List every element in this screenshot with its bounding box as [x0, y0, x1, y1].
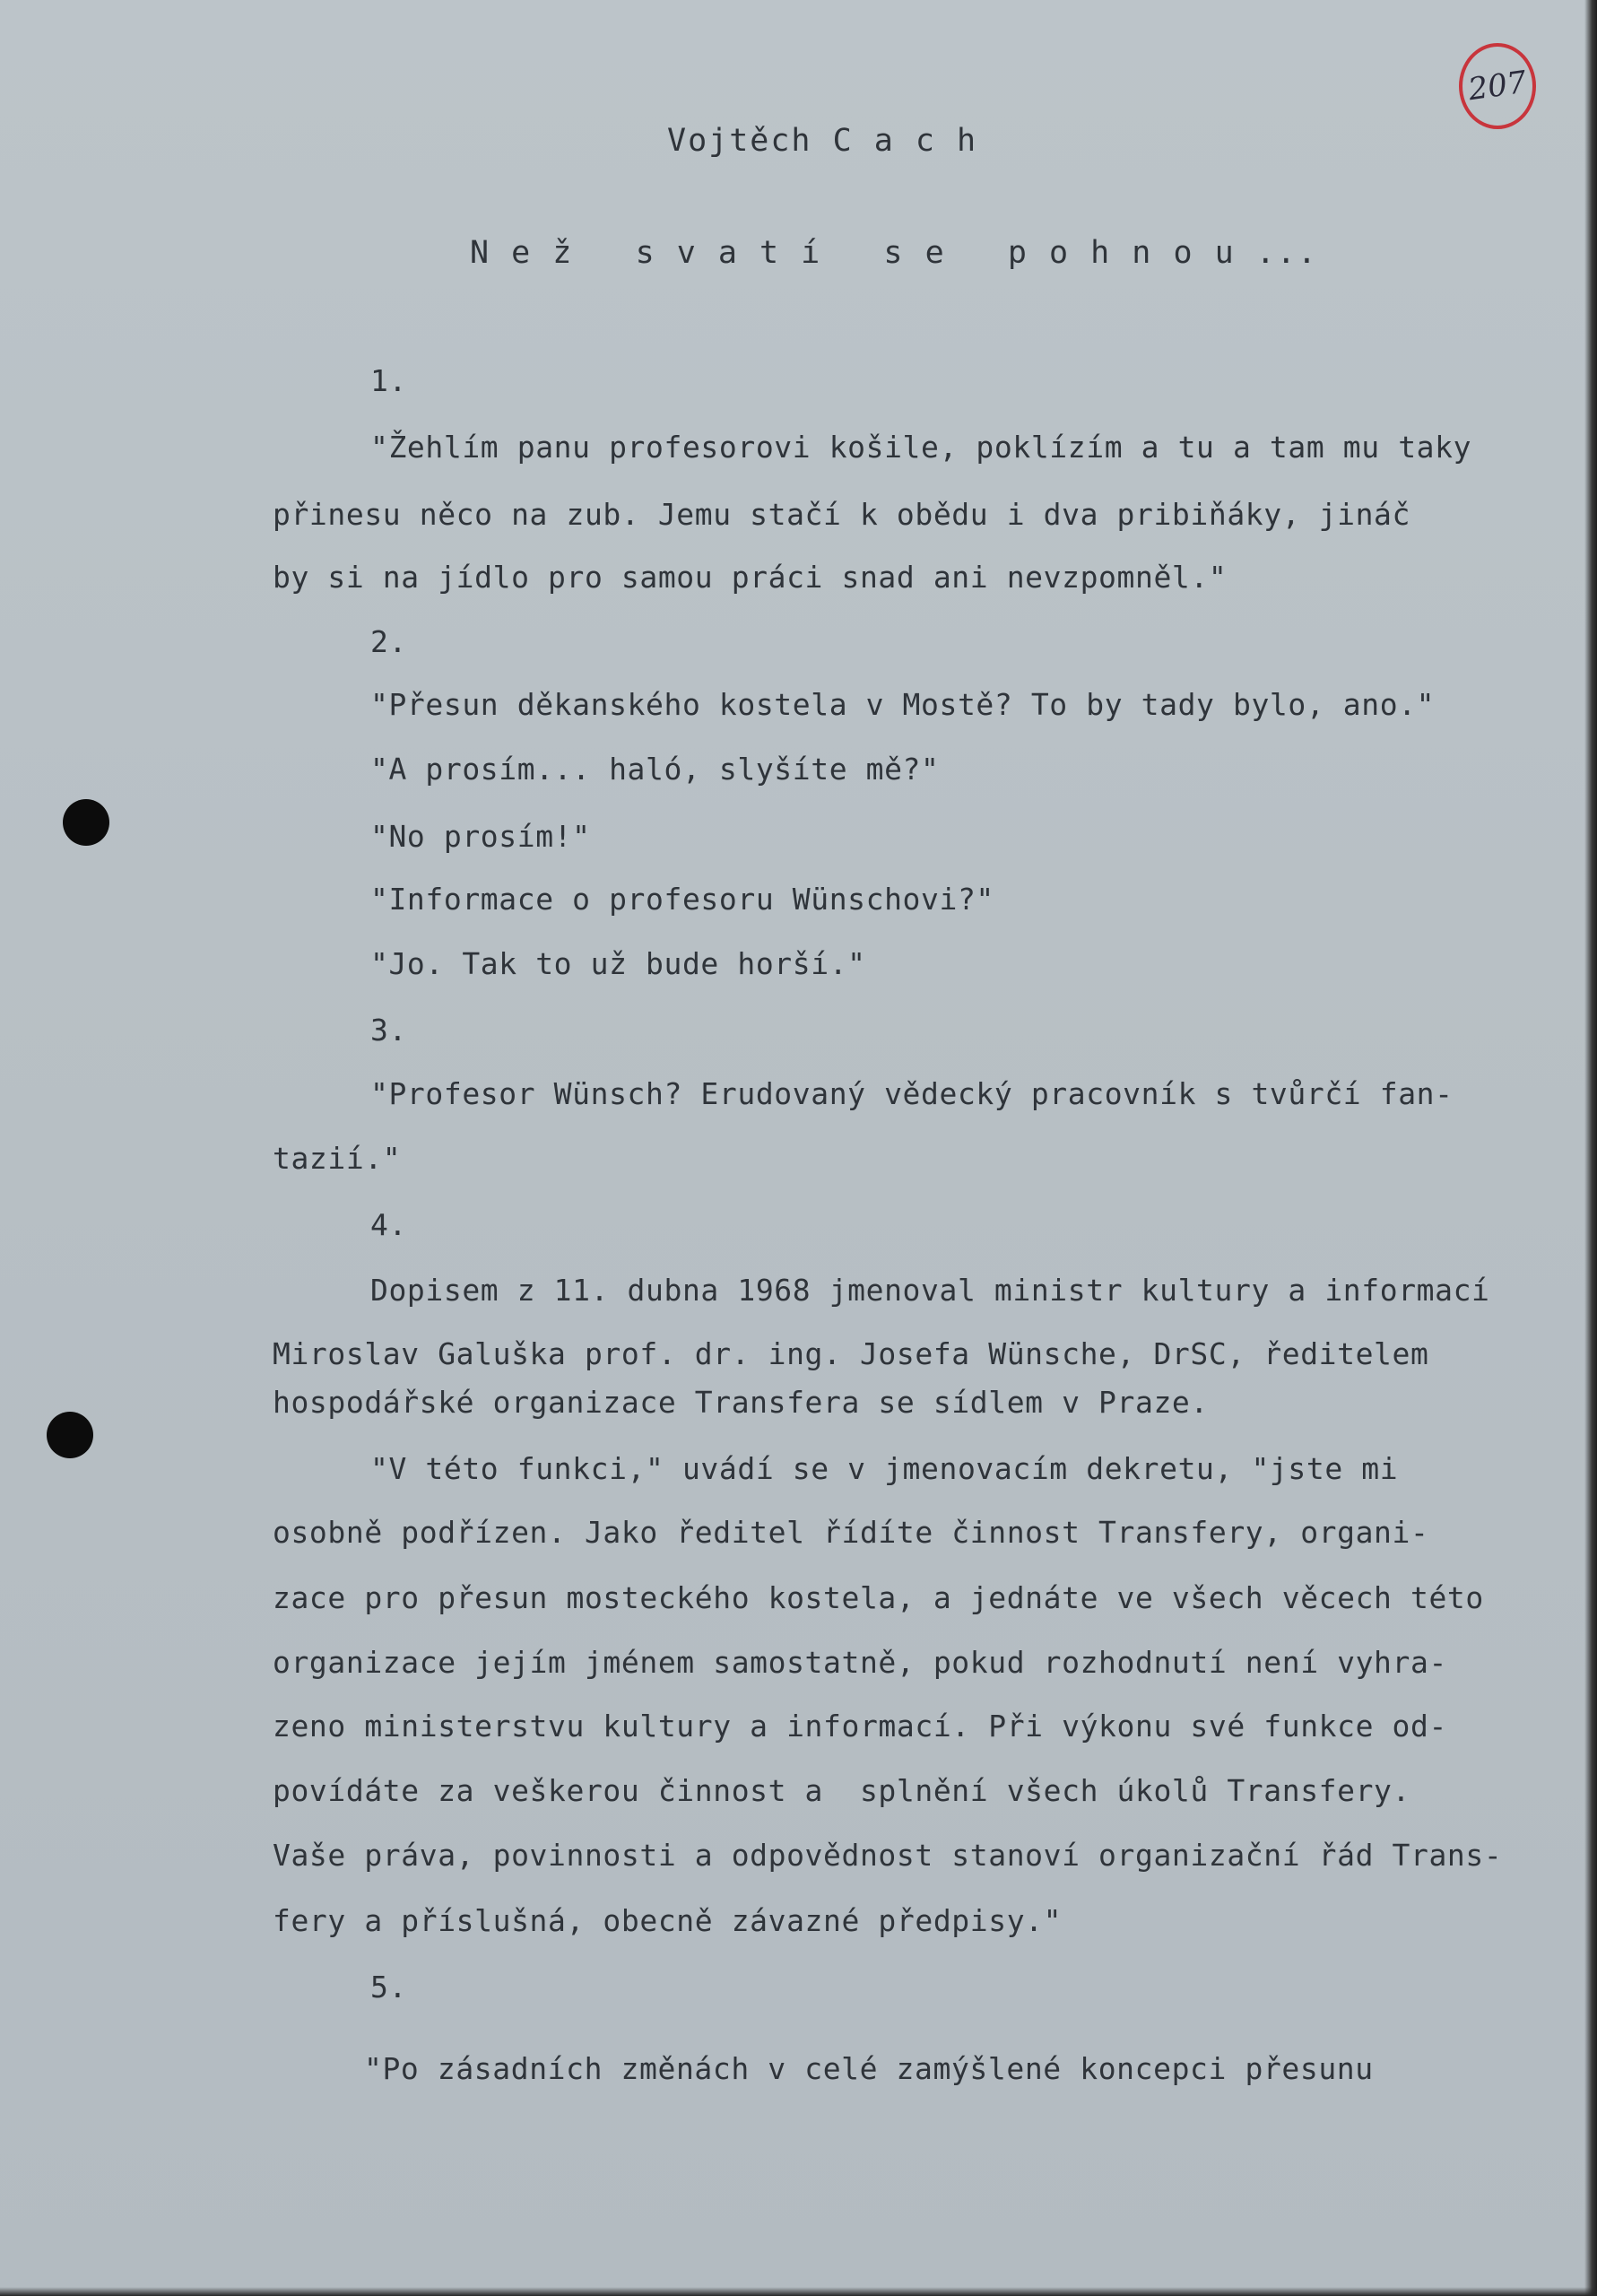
text-line: Miroslav Galuška prof. dr. ing. Josefa Wünsche, DrSC, ředitelem [273, 1336, 1429, 1371]
author-name: Vojtěch C a c h [667, 123, 978, 159]
section-number-3: 3. [370, 1013, 407, 1048]
text-line: "A prosím... haló, slyšíte mě?" [370, 752, 940, 787]
page-edge-bottom [0, 2287, 1597, 2296]
section-number-5: 5. [370, 1970, 407, 2005]
text-line: by si na jídlo pro samou práci snad ani nevzpomněl." [273, 560, 1228, 595]
section-number-2: 2. [370, 624, 407, 659]
document-title: N e ž s v a t í s e p o h n o u ... [470, 235, 1318, 271]
text-line: zeno ministerstvu kultury a informací. Při výkonu své funkce od- [273, 1709, 1447, 1744]
page-edge-right [1584, 0, 1597, 2296]
text-line: "No prosím!" [370, 819, 591, 854]
text-line: "Žehlím panu profesorovi košile, poklízím a tu a tam mu taky [370, 430, 1472, 465]
text-line: "Profesor Wünsch? Erudovaný vědecký pracovník s tvůrčí fan- [370, 1076, 1454, 1111]
stamp-number: 207 [1466, 64, 1529, 109]
text-line: Vaše práva, povinnosti a odpovědnost stanoví organizační řád Trans- [273, 1838, 1503, 1873]
text-line: "Přesun děkanského kostela v Mostě? To by tady bylo, ano." [370, 687, 1436, 722]
punch-hole-top [63, 799, 109, 846]
text-line: "Jo. Tak to už bude horší." [370, 946, 866, 981]
text-line: zace pro přesun mosteckého kostela, a jednáte ve všech věcech této [273, 1580, 1484, 1615]
punch-hole-bottom [47, 1412, 93, 1458]
text-line: fery a příslušná, obecně závazné předpisy." [273, 1903, 1063, 1938]
text-line: tazií." [273, 1141, 402, 1176]
text-line: organizace jejím jménem samostatně, pokud rozhodnutí není vyhra- [273, 1645, 1447, 1680]
text-line: Dopisem z 11. dubna 1968 jmenoval ministr kultury a informací [370, 1273, 1490, 1308]
text-line: hospodářské organizace Transfera se sídlem v Praze. [273, 1385, 1209, 1420]
text-line: "Po zásadních změnách v celé zamýšlené koncepci přesunu [364, 2051, 1374, 2086]
text-line: povídáte za veškerou činnost a splnění všech úkolů Transfery. [273, 1773, 1410, 1808]
text-line: "V této funkci," uvádí se v jmenovacím dekretu, "jste mi [370, 1451, 1399, 1486]
text-line: přinesu něco na zub. Jemu stačí k obědu i dva pribiňáky, jináč [273, 497, 1410, 532]
section-number-4: 4. [370, 1207, 407, 1242]
text-line: osobně podřízen. Jako ředitel řídíte činnost Transfery, organi- [273, 1515, 1429, 1550]
page-number-stamp [1459, 43, 1536, 129]
text-line: "Informace o profesoru Wünschovi?" [370, 882, 994, 917]
section-number-1: 1. [370, 363, 407, 398]
